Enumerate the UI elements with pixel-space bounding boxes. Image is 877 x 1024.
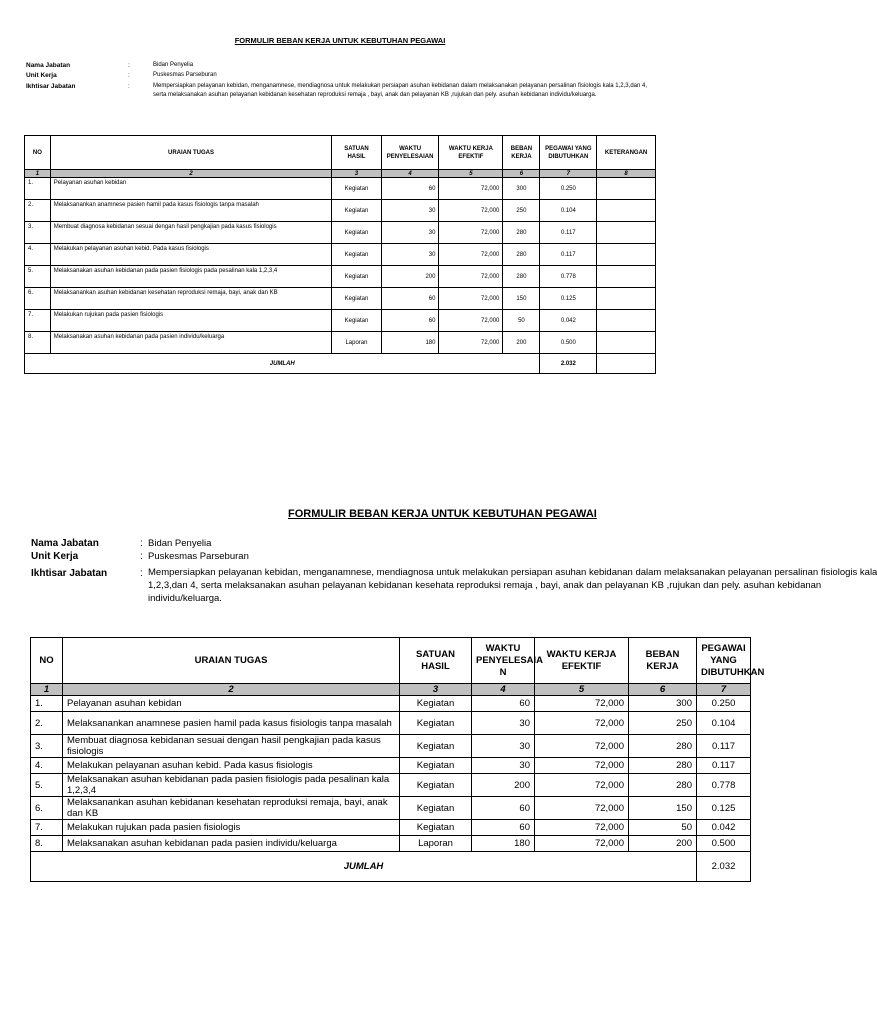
row-efektif: 72,000: [535, 836, 629, 852]
row-pegawai: 0.117: [540, 222, 597, 244]
row-satuan: Laporan: [400, 836, 472, 852]
row-satuan: Kegiatan: [400, 774, 472, 797]
header-row: [31, 638, 751, 684]
row-no: 2.: [25, 200, 51, 222]
row-task: Melakukan rujukan pada pasien fisiologis: [50, 310, 331, 332]
row-keterangan: [597, 200, 656, 222]
row-waktu: 30: [381, 200, 439, 222]
jumlah-value: 2.032: [540, 354, 597, 374]
beban-kerja-table-2: [30, 637, 765, 882]
row-beban: 300: [503, 178, 540, 200]
jumlah-label: JUMLAH: [25, 354, 540, 374]
row-pegawai: 0.042: [697, 820, 751, 836]
row-no: 3.: [31, 735, 63, 758]
header-pegawai: PEGAWAI YANG DIBUTUHKAN: [697, 638, 751, 684]
row-pegawai: 0.500: [540, 332, 597, 354]
jumlah-keterangan: [597, 354, 656, 374]
table-row: [31, 735, 751, 758]
header-keterangan: KETERANGAN: [597, 136, 656, 170]
index-cell: 5: [439, 170, 503, 178]
row-efektif: 72,000: [535, 758, 629, 774]
row-pegawai: 0.104: [540, 200, 597, 222]
index-cell: 5: [535, 684, 629, 696]
row-task: Melaksanakan asuhan kebidanan pada pasien individu/keluarga: [63, 836, 400, 852]
row-task: Melaksanakan asuhan kebidanan pada pasien individu/keluarga: [50, 332, 331, 354]
colon: :: [128, 72, 130, 79]
form-1-title: FORMULIR BEBAN KERJA UNTUK KEBUTUHAN PEGAWAI: [234, 36, 446, 45]
row-no: 4.: [31, 758, 63, 774]
row-waktu: 60: [472, 696, 535, 712]
row-satuan: Kegiatan: [400, 712, 472, 735]
row-satuan: Kegiatan: [400, 696, 472, 712]
beban-kerja-table-1: [24, 135, 656, 374]
row-pegawai: 0.104: [697, 712, 751, 735]
row-pegawai: 0.250: [697, 696, 751, 712]
table-row: [31, 797, 751, 820]
row-efektif: 72,000: [439, 288, 503, 310]
index-cell: 7: [697, 684, 751, 696]
row-no: 8.: [25, 332, 51, 354]
nama-jabatan-value: Bidan Penyelia: [148, 538, 212, 549]
row-satuan: Kegiatan: [332, 288, 381, 310]
row-pegawai: 0.778: [697, 774, 751, 797]
row-waktu: 30: [472, 758, 535, 774]
row-task: Membuat diagnosa kebidanan sesuai dengan hasil pengkajian pada kasus fisiologis: [50, 222, 331, 244]
row-satuan: Laporan: [332, 332, 381, 354]
row-pegawai: 0.125: [540, 288, 597, 310]
table-row: [25, 200, 656, 222]
row-task: Melakukan pelayanan asuhan kebid. Pada kasus fisiologis: [63, 758, 400, 774]
row-task: Melaksanankan anamnese pasien hamil pada kasus fisiologis tanpa masalah: [50, 200, 331, 222]
row-task: Melaksanankan anamnese pasien hamil pada kasus fisiologis tanpa masalah: [63, 712, 400, 735]
row-no: 7.: [25, 310, 51, 332]
row-pegawai: 0.042: [540, 310, 597, 332]
row-no: 8.: [31, 836, 63, 852]
colon: :: [140, 538, 143, 549]
table-row: [25, 332, 656, 354]
row-waktu: 200: [472, 774, 535, 797]
row-efektif: 72,000: [439, 178, 503, 200]
row-beban: 280: [629, 774, 697, 797]
row-pegawai: 0.125: [697, 797, 751, 820]
index-cell: 6: [503, 170, 540, 178]
row-satuan: Kegiatan: [332, 244, 381, 266]
row-waktu: 30: [472, 712, 535, 735]
row-waktu: 60: [381, 288, 439, 310]
row-efektif: 72,000: [535, 820, 629, 836]
row-pegawai: 0.250: [540, 178, 597, 200]
header-satuan: SATUAN HASIL: [400, 638, 472, 684]
row-waktu: 60: [472, 820, 535, 836]
row-keterangan: [597, 244, 656, 266]
row-beban: 300: [629, 696, 697, 712]
index-cell: 2: [63, 684, 400, 696]
colon: :: [140, 551, 143, 562]
header-waktu: WAKTU PENYELESAIAN: [381, 136, 439, 170]
header-no: NO: [31, 638, 63, 684]
ikhtisar-value-box: [148, 567, 877, 607]
row-keterangan: [597, 222, 656, 244]
colon: :: [128, 83, 130, 90]
row-task: Melaksanakan asuhan kebidanan pada pasien fisiologis pada pesalinan kala 1,2,3,4: [50, 266, 331, 288]
row-no: 2.: [31, 712, 63, 735]
nama-jabatan-label: Nama Jabatan: [31, 538, 99, 549]
row-efektif: 72,000: [535, 712, 629, 735]
form-2-title: FORMULIR BEBAN KERJA UNTUK KEBUTUHAN PEGAWAI: [288, 508, 597, 520]
ikhtisar-line-2: 1,2,3,dan 4, serta melaksanakan asuhan pelayanan kebidanan kesehata reproduksi remaja , bayi, anak dan pelayanan KB ,rujukan dan pely. asuhan kebidanan: [148, 580, 822, 591]
index-row: [25, 170, 656, 178]
row-beban: 250: [503, 200, 540, 222]
row-keterangan: [597, 310, 656, 332]
table-row: [25, 310, 656, 332]
ikhtisar-line-3: individu/keluarga.: [148, 593, 222, 604]
row-beban: 280: [503, 244, 540, 266]
row-satuan: Kegiatan: [400, 820, 472, 836]
jumlah-row: [25, 354, 656, 374]
unit-kerja-label: Unit Kerja: [26, 72, 57, 79]
row-keterangan: [597, 332, 656, 354]
row-waktu: 30: [381, 244, 439, 266]
beban-kerja-table-2-wrap: [30, 637, 765, 899]
header-beban: BEBAN KERJA: [503, 136, 540, 170]
ikhtisar-label: Ikhtisar Jabatan: [31, 568, 108, 579]
row-no: 5.: [31, 774, 63, 797]
row-waktu: 30: [381, 222, 439, 244]
header-satuan: SATUAN HASIL: [332, 136, 381, 170]
row-keterangan: [597, 288, 656, 310]
row-waktu: 60: [472, 797, 535, 820]
header-uraian: URAIAN TUGAS: [50, 136, 331, 170]
row-no: 3.: [25, 222, 51, 244]
row-keterangan: [597, 178, 656, 200]
index-row: [31, 684, 751, 696]
ikhtisar-line-1: Mempersiapkan pelayanan kebidan, menganamnese, mendiagnosa untuk melakukan persiapan asuhan kebidanan dalam melaksanakan pelayanan persalinan fisiologis kala: [148, 567, 877, 578]
unit-kerja-label: Unit Kerja: [31, 551, 79, 562]
row-no: 6.: [25, 288, 51, 310]
row-beban: 150: [629, 797, 697, 820]
header-row: [25, 136, 656, 170]
row-task: Melaksanankan asuhan kebidanan kesehatan reproduksi remaja, bayi, anak dan KB: [63, 797, 400, 820]
row-task: Pelayanan asuhan kebidan: [50, 178, 331, 200]
ikhtisar-label: Ikhtisar Jabatan: [26, 83, 76, 90]
row-beban: 280: [629, 735, 697, 758]
row-efektif: 72,000: [535, 797, 629, 820]
row-beban: 280: [629, 758, 697, 774]
table-row: [31, 774, 751, 797]
table-row: [31, 758, 751, 774]
index-cell: 1: [25, 170, 51, 178]
row-efektif: 72,000: [439, 266, 503, 288]
row-task: Melakukan pelayanan asuhan kebid. Pada kasus fisiologis: [50, 244, 331, 266]
row-task: Membuat diagnosa kebidanan sesuai dengan hasil pengkajian pada kasus fisiologis: [63, 735, 400, 758]
row-pegawai: 0.117: [540, 244, 597, 266]
nama-jabatan-value: Bidan Penyelia: [153, 62, 194, 68]
row-satuan: Kegiatan: [332, 266, 381, 288]
jumlah-label: JUMLAH: [31, 852, 697, 882]
row-waktu: 30: [472, 735, 535, 758]
row-beban: 250: [629, 712, 697, 735]
row-efektif: 72,000: [535, 735, 629, 758]
row-no: 1.: [25, 178, 51, 200]
header-efektif: WAKTU KERJA EFEKTIF: [535, 638, 629, 684]
table-row: [25, 244, 656, 266]
index-cell: 6: [629, 684, 697, 696]
row-satuan: Kegiatan: [332, 222, 381, 244]
row-beban: 280: [503, 222, 540, 244]
row-beban: 280: [503, 266, 540, 288]
table-row: [31, 820, 751, 836]
row-satuan: Kegiatan: [332, 310, 381, 332]
row-efektif: 72,000: [439, 310, 503, 332]
row-beban: 50: [629, 820, 697, 836]
header-uraian: URAIAN TUGAS: [63, 638, 400, 684]
row-task: Melakukan rujukan pada pasien fisiologis: [63, 820, 400, 836]
row-no: 6.: [31, 797, 63, 820]
table-row: [25, 288, 656, 310]
row-efektif: 72,000: [535, 774, 629, 797]
row-pegawai: 0.117: [697, 735, 751, 758]
table-row: [31, 712, 751, 735]
row-satuan: Kegiatan: [400, 758, 472, 774]
jumlah-value: 2.032: [697, 852, 751, 882]
row-no: 5.: [25, 266, 51, 288]
row-beban: 150: [503, 288, 540, 310]
row-beban: 50: [503, 310, 540, 332]
table-row: [31, 696, 751, 712]
index-cell: 8: [597, 170, 656, 178]
colon: :: [140, 568, 143, 579]
index-cell: 3: [400, 684, 472, 696]
index-cell: 4: [381, 170, 439, 178]
row-pegawai: 0.117: [697, 758, 751, 774]
header-beban: BEBAN KERJA: [629, 638, 697, 684]
nama-jabatan-label: Nama Jabatan: [26, 62, 71, 69]
row-keterangan: [597, 266, 656, 288]
index-cell: 7: [540, 170, 597, 178]
row-satuan: Kegiatan: [332, 200, 381, 222]
row-pegawai: 0.778: [540, 266, 597, 288]
row-task: Melaksanankan asuhan kebidanan kesehatan reproduksi remaja, bayi, anak dan KB: [50, 288, 331, 310]
row-efektif: 72,000: [535, 696, 629, 712]
row-efektif: 72,000: [439, 332, 503, 354]
header-no: NO: [25, 136, 51, 170]
row-task: Melaksanakan asuhan kebidanan pada pasien fisiologis pada pesalinan kala 1,2,3,4: [63, 774, 400, 797]
row-satuan: Kegiatan: [400, 735, 472, 758]
unit-kerja-value: Puskesmas Parseburan: [148, 551, 249, 562]
row-waktu: 60: [381, 310, 439, 332]
row-beban: 200: [503, 332, 540, 354]
ikhtisar-value: Mempersiapkan pelayanan kebidan, menganamnese, mendiagnosa untuk melakukan persiapan asuhan kebidanan dalam melaksanakan pelayanan persalinan fisiologis kala 1,2,3,dan 4, serta melaksanakan asuhan pelayanan kebidanan kesehatan reproduksi remaja , bayi, anak dan pelayanan KB ,rujukan dan pely. asuhan kebidanan individu/keluarga.: [153, 83, 647, 98]
index-cell: 2: [50, 170, 331, 178]
table-row: [25, 266, 656, 288]
row-beban: 200: [629, 836, 697, 852]
row-efektif: 72,000: [439, 244, 503, 266]
table-row: [31, 836, 751, 852]
row-no: 4.: [25, 244, 51, 266]
row-waktu: 180: [472, 836, 535, 852]
row-no: 7.: [31, 820, 63, 836]
index-cell: 4: [472, 684, 535, 696]
header-efektif: WAKTU KERJA EFEKTIF: [439, 136, 503, 170]
row-pegawai: 0.500: [697, 836, 751, 852]
colon: :: [128, 62, 130, 69]
header-waktu: WAKTU PENYELESAIA N: [472, 638, 535, 684]
table-row: [25, 222, 656, 244]
header-pegawai: PEGAWAI YANG DIBUTUHKAN: [540, 136, 597, 170]
table-row: [25, 178, 656, 200]
row-efektif: 72,000: [439, 222, 503, 244]
row-satuan: Kegiatan: [400, 797, 472, 820]
index-cell: 3: [332, 170, 381, 178]
row-waktu: 200: [381, 266, 439, 288]
jumlah-row: [31, 852, 751, 882]
row-no: 1.: [31, 696, 63, 712]
row-waktu: 180: [381, 332, 439, 354]
row-efektif: 72,000: [439, 200, 503, 222]
row-waktu: 60: [381, 178, 439, 200]
unit-kerja-value: Puskesmas Parseburan: [153, 72, 217, 78]
row-task: Pelayanan asuhan kebidan: [63, 696, 400, 712]
index-cell: 1: [31, 684, 63, 696]
row-satuan: Kegiatan: [332, 178, 381, 200]
